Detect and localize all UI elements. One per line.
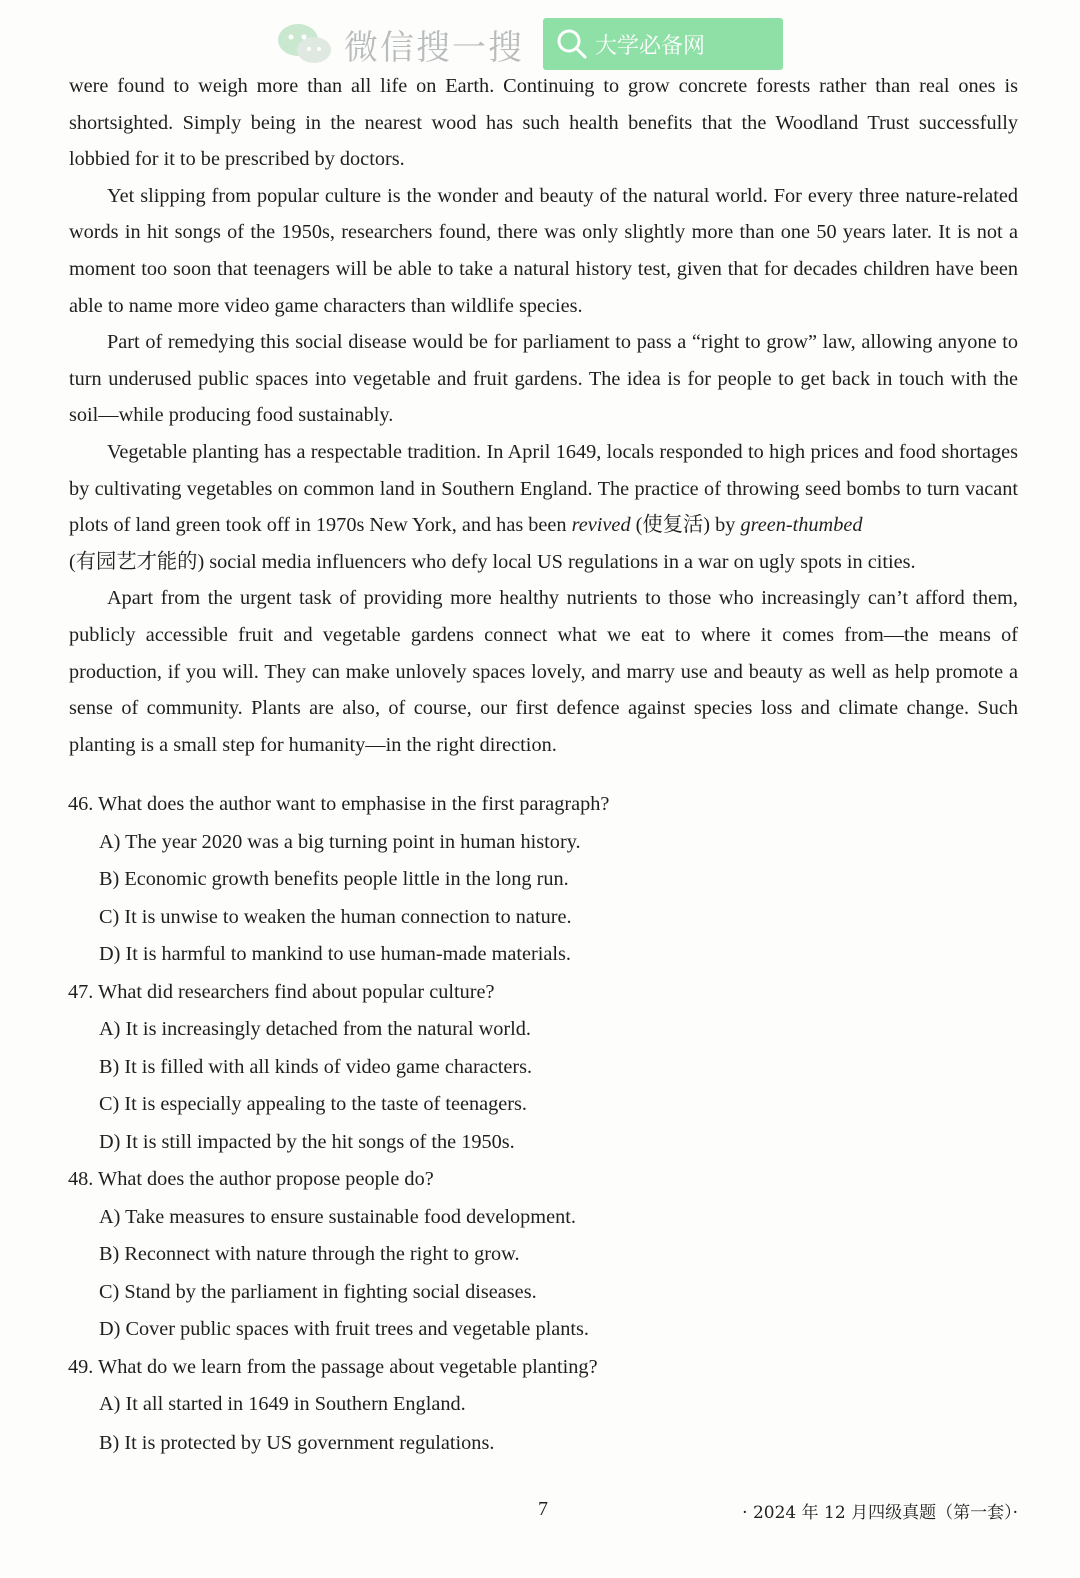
- reading-passage: [69, 68, 1018, 763]
- option-c: C) It is especially appealing to the taste of teenagers.: [99, 1093, 528, 1115]
- gloss-revived: (使复活): [630, 514, 716, 537]
- passage-paragraph-5: Apart from the urgent task of providing more healthy nutrients to those who increasingly can’t afford them, publicly accessible fruit and vegetable gardens connect what we eat to where it comes from—the means of production, if you will. They can make unlovely spaces lovely, and marry use and beauty as well as help promote a sense of community. Plants are also, of course, our first defence against species loss and climate change. Such planting is a small step for humanity—in the right direction.: [69, 587, 1018, 756]
- option-b: B) It is filled with all kinds of video game characters.: [99, 1055, 533, 1078]
- option-d: D) It is still impacted by the hit songs of the 1950s.: [99, 1130, 515, 1153]
- watermark-search-text: 微信搜一搜: [344, 27, 524, 68]
- term-green-thumbed: green-thumbed: [740, 514, 863, 537]
- gloss-green-thumbed: (有园艺才能的): [69, 550, 205, 573]
- wechat-logo-icon: [276, 22, 336, 66]
- question-list: [68, 786, 1028, 1462]
- question-48: [68, 1161, 1028, 1349]
- passage-paragraph-4: [69, 434, 1018, 580]
- question-stem: 47. What did researchers find about popular culture?: [68, 980, 495, 1003]
- question-49: [68, 1349, 1028, 1463]
- option-d: D) It is harmful to mankind to use human-made materials.: [99, 943, 571, 965]
- option-d: D) Cover public spaces with fruit trees and vegetable plants.: [99, 1318, 589, 1340]
- option-c: C) Stand by the parliament in fighting social diseases.: [99, 1280, 537, 1303]
- page-footer: [0, 1496, 1080, 1526]
- paragraph-4-part-2: social media influencers who defy local US regulations in a war on ugly spots in cities.: [204, 550, 916, 573]
- question-stem: 48. What does the author propose people do?: [68, 1168, 434, 1190]
- paragraph-4-by: by: [715, 514, 741, 537]
- option-c: C) It is unwise to weaken the human connection to nature.: [99, 905, 572, 928]
- option-b: B) Economic growth benefits people little in the long run.: [99, 868, 569, 890]
- paragraph-4-part-1: Vegetable planting has a respectable tradition. In April 1649, locals responded to high prices and food shortages by cultivating vegetables on common land in Southern England. The practice of throwing seed bombs to turn vacant plots of land green took off in 1970s New York, and has been: [69, 440, 1018, 537]
- search-icon: [555, 27, 589, 61]
- page-number: 7: [538, 1498, 548, 1520]
- exam-title: · 2024 年 12 月四级真题（第一套）·: [742, 1503, 1018, 1523]
- term-revived: revived: [571, 514, 631, 537]
- question-stem: 46. What does the author want to emphasise in the first paragraph?: [68, 793, 610, 815]
- question-47: [68, 974, 1028, 1162]
- option-a: A) It all started in 1649 in Southern England.: [99, 1393, 466, 1415]
- option-b: B) It is protected by US government regulations.: [99, 1431, 495, 1454]
- question-stem: 49. What do we learn from the passage about vegetable planting?: [68, 1355, 598, 1378]
- passage-paragraph-1: were found to weigh more than all life on Earth. Continuing to grow concrete forests rather than real ones is shortsighted. Simply being in the nearest wood has such health benefits that the Woodland Trust successfully lobbied for it to be prescribed by doctors.: [69, 75, 1018, 171]
- passage-paragraph-2: Yet slipping from popular culture is the wonder and beauty of the natural world. For every three nature-related words in hit songs of the 1950s, researchers found, there was only slightly more than one 50 years later. It is not a moment too soon that teenagers will be able to take a natural history test, given that for decades children have been able to name more video game characters than wildlife species.: [69, 184, 1018, 317]
- passage-paragraph-3: Part of remedying this social disease would be for parliament to pass a “right to grow” law, allowing anyone to turn underused public spaces into vegetable and fruit gardens. The idea is for people to get back in touch with the soil—while producing food sustainably.: [69, 331, 1018, 427]
- question-46: [68, 786, 1028, 974]
- watermark: [276, 18, 784, 70]
- option-a: A) The year 2020 was a big turning point in human history.: [99, 830, 581, 853]
- option-a: A) It is increasingly detached from the natural world.: [99, 1018, 531, 1040]
- option-a: A) Take measures to ensure sustainable food development.: [99, 1205, 576, 1228]
- watermark-search-box: [543, 18, 783, 70]
- option-b: B) Reconnect with nature through the right to grow.: [99, 1243, 520, 1265]
- watermark-box-text: 大学必备网: [595, 33, 706, 59]
